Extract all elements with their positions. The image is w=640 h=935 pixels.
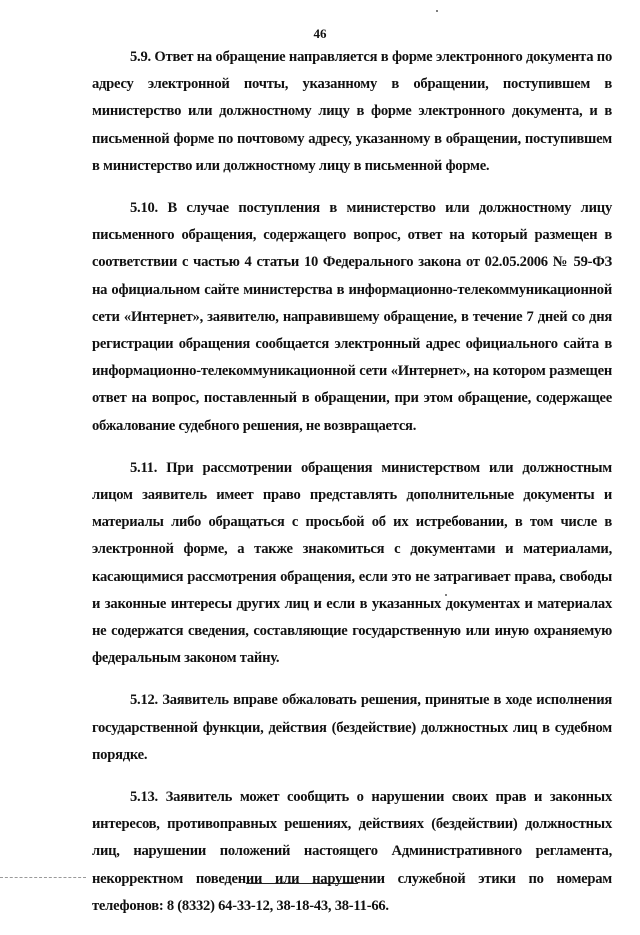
paragraph-5-13: 5.13. Заявитель может сообщить о нарушении своих прав и законных интересов, противоправных решениях, действиях (бездействии) должностных лиц, нарушении положений настоящего Административного регламента, некорректном поведении или нарушении служебной этики по номерам телефонов: 8 (8332) 64-33-12, 38-18-43, 38-11-66. [92,789,612,914]
scan-speck [445,594,447,596]
document-body [92,44,612,935]
paragraph-5-11: 5.11. При рассмотрении обращения министерством или должностным лицом заявитель имеет право представлять дополнительные документы и материалы либо обращаться с просьбой об их истребовании, в том числе в электронной форме, а также знакомиться с документами и материалами, касающимися рассмотрения обращения, если это не затрагивает права, свободы и законные интересы других лиц и если в указанных документах и материалах не содержатся сведения, составляющие государственную или иную охраняемую федеральным законом тайну. [92,459,612,667]
paragraph-5-12: 5.12. Заявитель вправе обжаловать решения, принятые в ходе исполнения государственной функции, действия (бездействие) должностных лиц в судебном порядке. [92,692,612,763]
paragraph-5-9: 5.9. Ответ на обращение направляется в форме электронного документа по адресу электронной почты, указанному в обращении, поступившем в министерство или должностному лицу в форме электронного документа, и в письменной форме по почтовому адресу, указанному в обращении, поступившем в министерство или должностному лицу в письменной форме. [92,49,612,174]
scan-speck [436,10,438,12]
paragraph-5-10: 5.10. В случае поступления в министерство или должностному лицу письменного обращения, содержащего вопрос, ответ на который размещен в соответствии с частью 4 статьи 10 Федерального закона от 02.05.2006 № 59-ФЗ на официальном сайте министерства в информационно-телекоммуникационной сети «Интернет», заявителю, направившему обращение, в течение 7 дней со дня регистрации обращения сообщается электронный адрес официального сайта в информационно-телекоммуникационной сети «Интернет», на котором размещен ответ на вопрос, поставленный в обращении, при этом обращение, содержащее обжалование судебного решения, не возвращается. [92,200,612,434]
page-number: 46 [313,26,327,41]
scan-edge-mark [0,877,86,878]
footer-divider [246,883,358,884]
